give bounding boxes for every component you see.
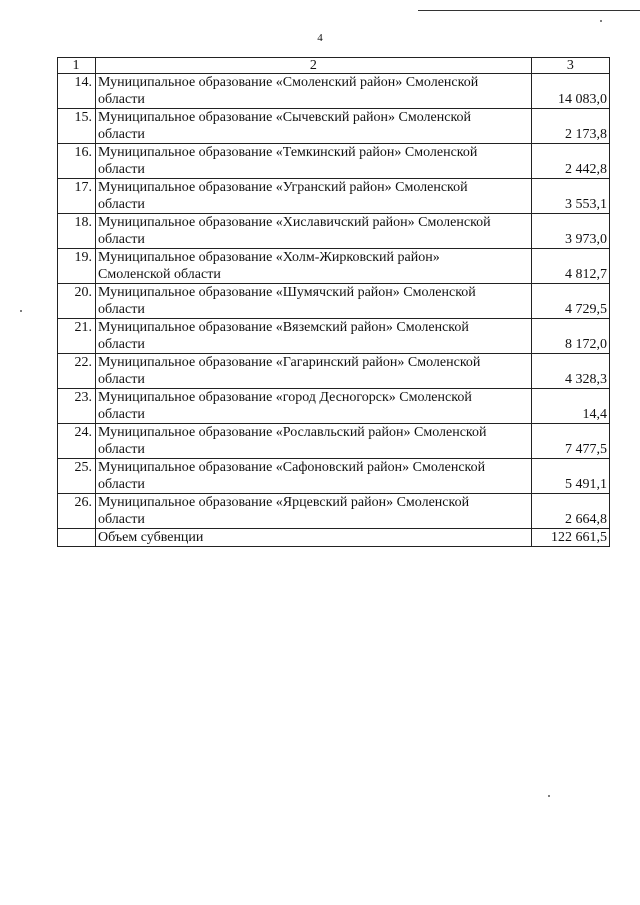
municipality-name <box>96 249 532 284</box>
municipality-name-text: Муниципальное образование «Темкинский район» Смоленской области <box>98 145 478 177</box>
total-row-number <box>58 529 96 547</box>
row-number: 20. <box>58 284 96 319</box>
municipality-name-text: Муниципальное образование «Гагаринский район» Смоленской области <box>98 355 481 387</box>
subsidy-amount: 4 729,5 <box>531 284 609 319</box>
subsidy-amount: 5 491,1 <box>531 459 609 494</box>
row-number: 21. <box>58 319 96 354</box>
subsidy-amount: 4 812,7 <box>531 249 609 284</box>
scan-speck <box>548 795 550 797</box>
row-number: 15. <box>58 109 96 144</box>
total-label: Объем субвенции <box>96 529 532 547</box>
row-number: 14. <box>58 74 96 109</box>
municipality-name-text: Муниципальное образование «Вяземский район» Смоленской области <box>98 320 469 352</box>
municipality-name-text: Муниципальное образование «Шумячский район» Смоленской области <box>98 285 476 317</box>
header-col-1: 1 <box>58 58 96 74</box>
municipality-name-text: Муниципальное образование «Рославльский район» Смоленской области <box>98 425 487 457</box>
municipality-name <box>96 424 532 459</box>
municipality-name <box>96 494 532 529</box>
municipality-name <box>96 354 532 389</box>
header-col-3: 3 <box>531 58 609 74</box>
table-row <box>58 424 610 459</box>
municipality-name-text: Муниципальное образование «город Десногорск» Смоленской области <box>98 390 472 422</box>
subsidy-amount: 3 973,0 <box>531 214 609 249</box>
municipality-name-text: Муниципальное образование «Смоленский район» Смоленской области <box>98 75 479 107</box>
municipality-name-text: Муниципальное образование «Угранский район» Смоленской области <box>98 180 468 212</box>
table-total-row <box>58 529 610 547</box>
subsidy-amount: 4 328,3 <box>531 354 609 389</box>
row-number: 25. <box>58 459 96 494</box>
municipality-name <box>96 459 532 494</box>
row-number: 18. <box>58 214 96 249</box>
municipality-name-text: Муниципальное образование «Ярцевский район» Смоленской области <box>98 495 470 527</box>
municipality-name <box>96 319 532 354</box>
row-number: 17. <box>58 179 96 214</box>
table-row <box>58 494 610 529</box>
row-number: 23. <box>58 389 96 424</box>
table-header-row <box>58 58 610 74</box>
row-number: 19. <box>58 249 96 284</box>
subsidy-table <box>57 57 610 547</box>
subsidy-amount: 2 664,8 <box>531 494 609 529</box>
page-number: 4 <box>317 32 323 44</box>
row-number: 22. <box>58 354 96 389</box>
table-body <box>58 74 610 547</box>
table-row <box>58 249 610 284</box>
municipality-name <box>96 144 532 179</box>
table-row <box>58 144 610 179</box>
top-rule <box>418 10 640 11</box>
table-row <box>58 179 610 214</box>
subsidy-amount: 3 553,1 <box>531 179 609 214</box>
scan-speck <box>20 310 22 312</box>
table-row <box>58 354 610 389</box>
municipality-name-text: Муниципальное образование «Сычевский район» Смоленской области <box>98 110 472 142</box>
municipality-name-text: Муниципальное образование «Холм-Жирковский район» Смоленской области <box>98 250 440 282</box>
total-amount: 122 661,5 <box>531 529 609 547</box>
municipality-name <box>96 284 532 319</box>
municipality-name <box>96 179 532 214</box>
table-row <box>58 319 610 354</box>
table-row <box>58 74 610 109</box>
subsidy-amount: 14,4 <box>531 389 609 424</box>
municipality-name <box>96 389 532 424</box>
subsidy-amount: 7 477,5 <box>531 424 609 459</box>
table-row <box>58 389 610 424</box>
municipality-name <box>96 214 532 249</box>
table-row <box>58 214 610 249</box>
subsidy-amount: 2 442,8 <box>531 144 609 179</box>
row-number: 24. <box>58 424 96 459</box>
table-row <box>58 109 610 144</box>
municipality-name-text: Муниципальное образование «Сафоновский район» Смоленской области <box>98 460 486 492</box>
table-row <box>58 284 610 319</box>
table-row <box>58 459 610 494</box>
municipality-name <box>96 109 532 144</box>
row-number: 26. <box>58 494 96 529</box>
subsidy-amount: 2 173,8 <box>531 109 609 144</box>
header-col-2: 2 <box>96 58 532 74</box>
municipality-name <box>96 74 532 109</box>
row-number: 16. <box>58 144 96 179</box>
scan-speck <box>600 20 602 22</box>
subsidy-amount: 8 172,0 <box>531 319 609 354</box>
municipality-name-text: Муниципальное образование «Хиславичский район» Смоленской области <box>98 215 491 247</box>
subsidy-amount: 14 083,0 <box>531 74 609 109</box>
